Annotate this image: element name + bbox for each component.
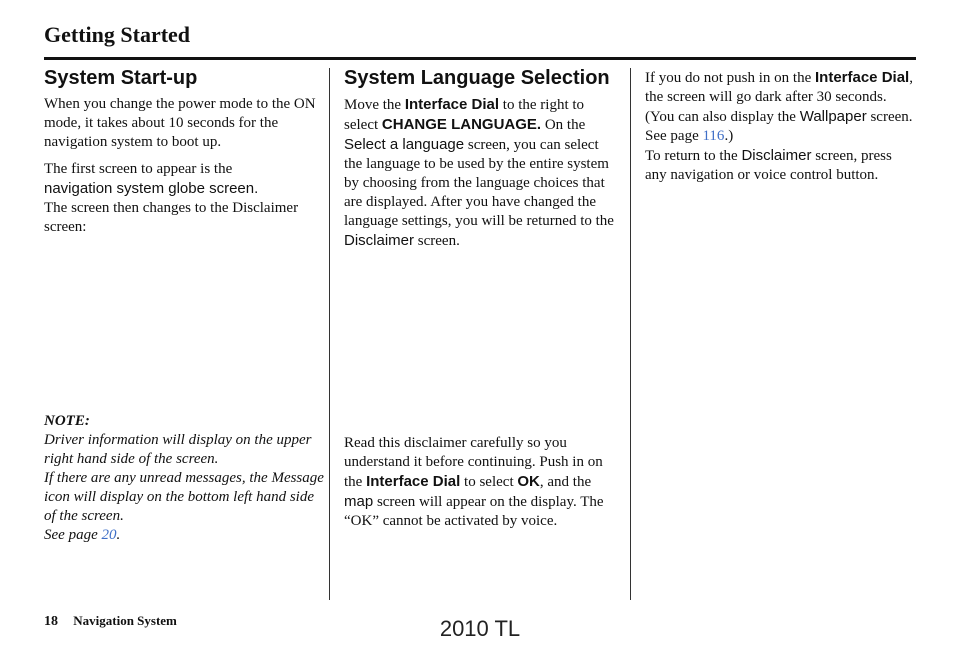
text-map-screen: screen will appear on the display. The “OK” cannot be activated by voice. xyxy=(344,494,604,529)
column-divider-2 xyxy=(630,68,631,600)
text-language-explanation: screen, you can select the language to be used by the entire system by choosing from the language choices that are displayed. After you have changed the language settings, you will be returned to the xyxy=(344,137,614,229)
term-wallpaper: Wallpaper xyxy=(799,108,867,125)
note-line-message-icon: If there are any unread messages, the Message icon will display on the bottom left hand side of the screen. xyxy=(44,470,324,524)
term-disclaimer-2: Disclaimer xyxy=(741,147,812,164)
column-system-startup xyxy=(44,66,316,237)
timeout-paragraph xyxy=(645,68,913,185)
page-title: Getting Started xyxy=(44,22,191,47)
heading-system-startup: System Start-up xyxy=(44,67,198,89)
term-change-language: CHANGE LANGUAGE. xyxy=(381,116,542,133)
first-screen-text: The first screen to appear is the xyxy=(44,161,233,177)
text-to-select: to select xyxy=(464,474,514,490)
column-language-selection xyxy=(344,66,614,251)
text-screen-dark: , the screen will go dark after 30 seconds. (You can also display the xyxy=(645,70,913,125)
text-press-any-button: screen, press any navigation or voice control button. xyxy=(645,148,892,183)
text-to-right: to the right to select xyxy=(344,97,585,133)
text-see-page: screen. See page xyxy=(645,109,913,144)
term-select-a-language: Select a language xyxy=(344,136,465,153)
column-timeout xyxy=(645,68,913,185)
text-on-the: On the xyxy=(544,117,586,133)
note-line-driver-info: Driver information will display on the upper right hand side of the screen. xyxy=(44,432,312,467)
startup-paragraph: When you change the power mode to the ON mode, it takes about 10 seconds for the navigation system to boot up. xyxy=(44,96,316,150)
term-interface-dial-2: Interface Dial xyxy=(366,473,461,490)
column-divider-1 xyxy=(329,68,330,600)
term-map: map xyxy=(344,493,374,510)
disclaimer-instructions xyxy=(344,434,616,531)
note-see-page xyxy=(44,526,324,545)
language-paragraph xyxy=(344,95,614,251)
term-interface-dial-3: Interface Dial xyxy=(815,69,910,86)
term-interface-dial: Interface Dial xyxy=(404,96,500,113)
heading-language-selection: System Language Selection xyxy=(344,67,610,89)
text-screen: screen. xyxy=(417,233,460,249)
text-close-paren: .) xyxy=(724,128,734,144)
page-link-116[interactable]: 116 xyxy=(702,128,725,144)
term-ok: OK xyxy=(517,473,540,490)
disclaimer-intro-text: The screen then changes to the Disclaimer screen: xyxy=(44,200,299,235)
footer-section: Navigation System xyxy=(73,613,177,628)
page-number: 18 xyxy=(44,614,58,629)
text-to-return: To return to the xyxy=(645,148,738,164)
text-read-disclaimer: Read this disclaimer carefully so you understand it before continuing. Push in on the xyxy=(344,435,603,490)
note-period: . xyxy=(116,527,121,543)
text-if-you-do-not: If you do not push in on the xyxy=(645,70,812,86)
disclaimer-paragraph xyxy=(344,434,616,531)
term-disclaimer: Disclaimer xyxy=(344,232,415,249)
page-link-20[interactable]: 20 xyxy=(101,527,117,543)
text-and-the: , and the xyxy=(539,474,592,490)
footer-model: 2010 TL xyxy=(439,616,521,641)
globe-screen-term: navigation system globe screen. xyxy=(44,180,259,197)
note-block xyxy=(44,412,324,545)
header-divider xyxy=(44,57,916,60)
note-heading: NOTE: xyxy=(44,413,90,429)
first-screen-paragraph xyxy=(44,160,316,237)
note-see-page-text: See page xyxy=(44,527,98,543)
text-move-the: Move the xyxy=(344,97,402,113)
